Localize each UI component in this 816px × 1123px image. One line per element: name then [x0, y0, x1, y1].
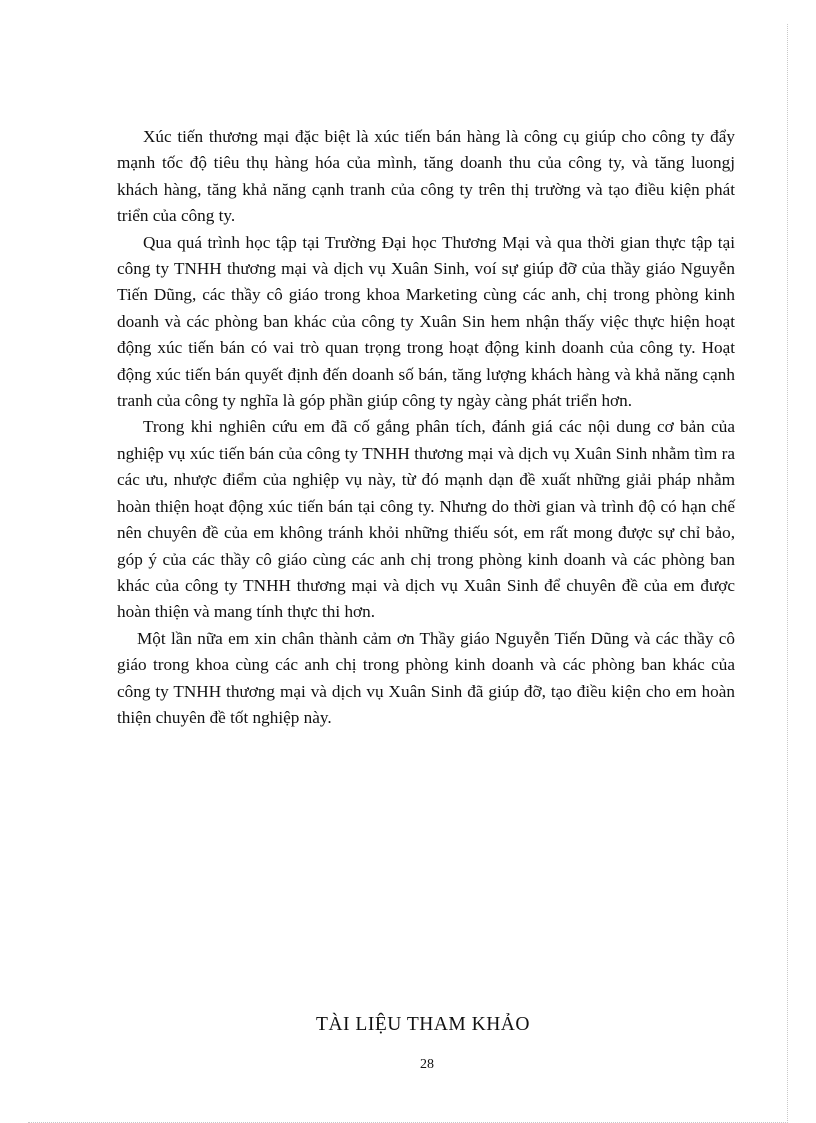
- page-number: 28: [420, 1057, 434, 1072]
- paragraph-intro: Xúc tiến thương mại đặc biệt là xúc tiến bán hàng là công cụ giúp cho công ty đẩy mạnh tốc độ tiêu thụ hàng hóa của mình, tăng doanh thu của công ty, và tăng luongj khách hàng, tăng khả năng cạnh tranh của công ty trên thị trường và tạo điều kiện phát triển của công ty.: [117, 127, 735, 226]
- page-border-right: [787, 24, 788, 1123]
- paragraph-research: Trong khi nghiên cứu em đã cố gắng phân tích, đánh giá các nội dung cơ bản của nghiệp vụ xúc tiến bán của công ty TNHH thương mại và dịch vụ Xuân Sinh nhằm tìm ra các ưu, nhược điểm của nghiệp vụ này, từ đó mạnh dạn đề xuất những giải pháp nhằm hoàn thiện hoạt động xúc tiến bán tại công ty. Nhưng do thời gian và trình độ có hạn chế nên chuyên đề của em không tránh khỏi những thiếu sót, em rất mong được sự chỉ bảo, góp ý của các thầy cô giáo cùng các anh chị trong phòng kinh doanh và các phòng ban khác của công ty TNHH thương mại và dịch vụ Xuân Sinh để chuyên đề của em được hoàn thiện và mang tính thực thi hơn.: [117, 417, 735, 622]
- body-text: [117, 124, 735, 731]
- paragraph-thanks: Một lần nữa em xin chân thành cảm ơn Thầy giáo Nguyễn Tiến Dũng và các thầy cô giáo trong khoa cùng các anh chị trong phòng kinh doanh và các phòng ban khác của công ty TNHH thương mại và dịch vụ Xuân Sinh đã giúp đỡ, tạo điều kiện cho em hoàn thiện chuyên đề tốt nghiệp này.: [117, 628, 735, 727]
- paragraph-internship: Qua quá trình học tập tại Trường Đại học Thương Mại và qua thời gian thực tập tại công ty TNHH thương mại và dịch vụ Xuân Sinh, voí sự giúp đỡ của thầy giáo Nguyễn Tiến Dũng, các thầy cô giáo trong khoa Marketing cùng các anh, chị trong phòng kinh doanh và các phòng ban khác của công ty Xuân Sin hem nhận thấy việc thực hiện hoạt động xúc tiến bán có vai trò quan trọng trong hoạt động kinh doanh của công ty. Hoạt động xúc tiến bán quyết định đến doanh số bán, tăng lượng khách hàng và khả năng cạnh tranh của công ty nghĩa là góp phần giúp công ty ngày càng phát triển hơn.: [117, 232, 735, 411]
- references-heading: TÀI LIỆU THAM KHẢO: [316, 1014, 530, 1035]
